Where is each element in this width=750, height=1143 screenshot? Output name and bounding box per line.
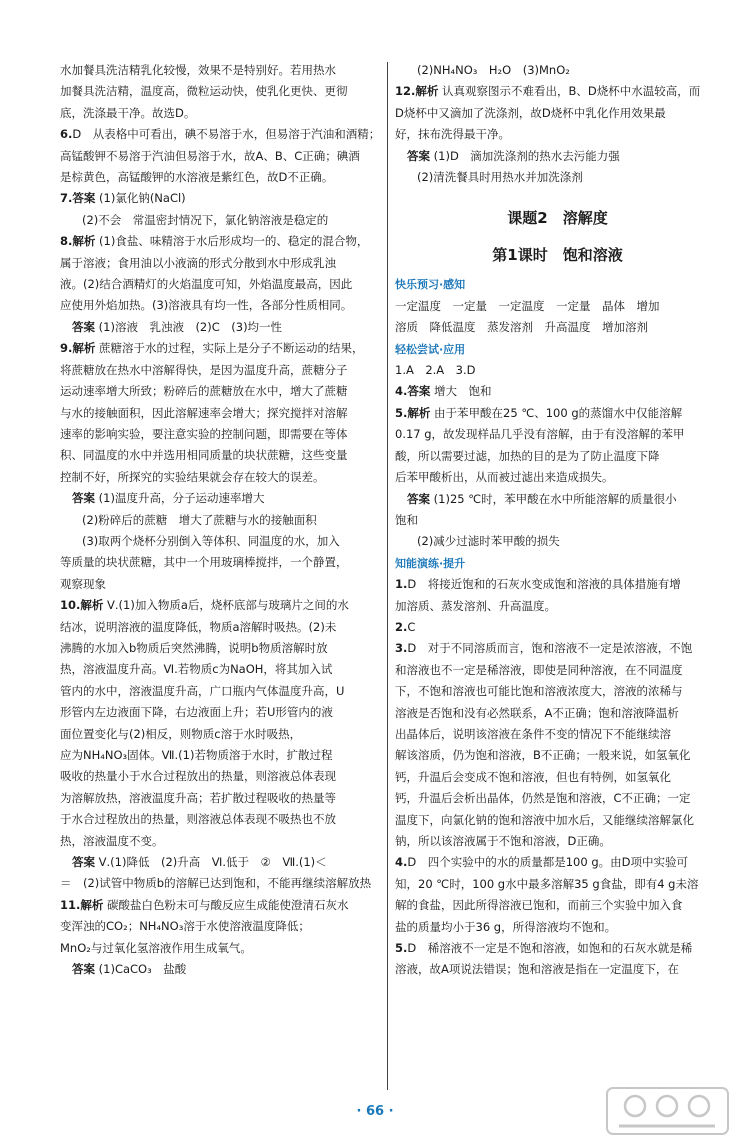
line-text: (2)粉碎后的蔗糖 增大了蔗糖与水的接触面积 bbox=[82, 512, 317, 527]
line-text: 热，溶液温度不变。 bbox=[60, 833, 164, 848]
line-text: 1.A 2.A 3.D bbox=[395, 363, 476, 378]
line-text: 为溶解放热，溶液温度升高；若扩散过程吸收的热量等 bbox=[60, 790, 336, 805]
line-text: 酸，所以需要过滤，加热的目的是为了防止温度下降 bbox=[395, 448, 660, 463]
section-practice-lines bbox=[395, 574, 720, 981]
line-text: 面位置变化与(2)相反，则物质c溶于水时吸热， bbox=[60, 726, 302, 741]
line-text: (1)溶液 乳浊液 (2)C (3)均一性 bbox=[98, 319, 283, 334]
text-line bbox=[395, 703, 720, 724]
watermark-logo bbox=[605, 1084, 730, 1138]
line-text: 钙，升温后会变成不饱和溶液，但也有特例，如氢氧化 bbox=[395, 769, 671, 784]
line-text: 钙，升温后会析出晶体，仍然是饱和溶液，C不正确；一定 bbox=[395, 791, 691, 806]
line-text: D烧杯中又滴加了洗涤剂，故D烧杯中乳化作用效果最 bbox=[395, 105, 666, 120]
line-text: 吸收的热量小于水合过程放出的热量，则溶液总体表现 bbox=[60, 769, 336, 784]
text-line bbox=[395, 467, 720, 488]
text-line bbox=[395, 852, 720, 873]
line-text: 认真观察图示不难看出，B、D烧杯中水温较高，而 bbox=[442, 84, 701, 99]
line-text: 和溶液也不一定是稀溶液，即使是同种溶液，在不同温度 bbox=[395, 662, 683, 677]
text-line bbox=[395, 745, 720, 766]
line-text: 钠，所以该溶液属于不饱和溶液，D正确。 bbox=[395, 834, 611, 848]
text-line bbox=[395, 424, 720, 445]
line-text: 蔗糖溶于水的过程，实际上是分子不断运动的结果， bbox=[99, 341, 364, 356]
text-line bbox=[395, 360, 720, 381]
answer-tag: 答案 bbox=[72, 319, 95, 334]
text-line bbox=[60, 167, 382, 188]
text-line bbox=[395, 831, 720, 852]
right-column bbox=[395, 60, 720, 981]
text-line bbox=[60, 338, 382, 359]
text-line bbox=[395, 724, 720, 745]
text-line bbox=[60, 638, 382, 659]
text-line bbox=[60, 81, 382, 102]
text-line bbox=[395, 124, 720, 145]
text-line bbox=[395, 938, 720, 959]
answer-tag: 解析 bbox=[80, 598, 104, 613]
answer-tag: 答案 bbox=[72, 855, 95, 870]
text-line bbox=[60, 253, 382, 274]
text-line bbox=[395, 146, 720, 167]
line-text: 管内的水中，溶液温度升高，广口瓶内气体温度升高，U bbox=[60, 683, 345, 698]
answer-tag: 答案 bbox=[72, 191, 96, 206]
line-text: 速率的影响实验，要注意实验的控制问题，即需要在等体 bbox=[60, 426, 348, 441]
line-text: 变浑浊的CO₂；NH₄NO₃溶于水使溶液温度降低； bbox=[60, 919, 310, 934]
text-line bbox=[395, 959, 720, 980]
text-line bbox=[60, 574, 382, 595]
line-text: 溶液是否饱和没有必然联系，A不正确；饱和溶液降温析 bbox=[395, 705, 679, 720]
text-line bbox=[60, 659, 382, 680]
line-text: (1)氯化钠(NaCl) bbox=[99, 191, 186, 206]
question-number: 5. bbox=[395, 941, 408, 956]
text-line bbox=[395, 510, 720, 531]
line-text: D 对于不同溶质而言，饱和溶液不一定是浓溶液，不饱 bbox=[407, 641, 693, 656]
text-line bbox=[60, 916, 382, 937]
answer-tag: 解析 bbox=[72, 341, 96, 356]
line-text: 高锰酸钾不易溶于汽油但易溶于水，故A、B、C正确；碘酒 bbox=[60, 148, 360, 163]
line-text: (1)食盐、味精溶于水后形成均一的、稳定的混合物， bbox=[99, 234, 369, 249]
text-line bbox=[60, 831, 382, 852]
answer-tag: 解析 bbox=[407, 405, 431, 420]
text-line bbox=[60, 809, 382, 830]
line-text: 饱和 bbox=[395, 512, 418, 527]
line-text: 增大 饱和 bbox=[434, 384, 492, 399]
line-text: (1)CaCO₃ 盐酸 bbox=[98, 962, 187, 977]
text-line bbox=[60, 381, 382, 402]
question-number: 4. bbox=[395, 855, 408, 870]
line-text: C bbox=[407, 619, 416, 634]
text-line bbox=[60, 424, 382, 445]
text-line bbox=[60, 617, 382, 638]
line-text: MnO₂与过氧化氢溶液作用生成氧气。 bbox=[60, 940, 252, 955]
question-number: 11. bbox=[60, 897, 81, 912]
line-text: 碳酸盐白色粉末可与酸反应生成能使澄清石灰水 bbox=[107, 897, 349, 912]
text-line bbox=[395, 60, 720, 81]
line-text: 将蔗糖放在热水中溶解得快，是因为温度升高，蔗糖分子 bbox=[60, 362, 348, 377]
line-text: 一定温度 一定量 一定温度 一定量 晶体 增加 bbox=[395, 298, 660, 313]
line-text: 观察现象 bbox=[60, 576, 106, 591]
section-try-lines bbox=[395, 360, 720, 553]
text-line bbox=[60, 766, 382, 787]
text-line bbox=[60, 681, 382, 702]
text-line bbox=[395, 103, 720, 124]
section-preview-lines bbox=[395, 296, 720, 339]
text-line bbox=[60, 317, 382, 338]
text-line bbox=[395, 446, 720, 467]
line-text: 解该溶质，仍为饱和溶液，B不正确；一般来说，如氢氧化 bbox=[395, 748, 691, 763]
line-text: (2)NH₄NO₃ H₂O (3)MnO₂ bbox=[417, 63, 570, 77]
answer-tag: 答案 bbox=[407, 148, 430, 163]
text-line bbox=[395, 617, 720, 638]
text-line bbox=[395, 895, 720, 916]
line-text: D 从表格中可看出，碘不易溶于水，但易溶于汽油和酒精； bbox=[72, 127, 381, 142]
line-text: 下，不饱和溶液也可能比饱和溶液浓度大，溶液的浓稀与 bbox=[395, 684, 683, 699]
question-number: 10. bbox=[60, 598, 81, 613]
line-text: 解的食盐，因此所得溶液已饱和，而前三个实验中加入食 bbox=[395, 898, 683, 913]
text-line bbox=[395, 660, 720, 681]
question-number: 2. bbox=[395, 619, 408, 634]
line-text: 出晶体后，说明该溶液在条件不变的情况下不能继续溶 bbox=[395, 726, 671, 741]
text-line bbox=[60, 724, 382, 745]
lesson-title: 课题2 溶解度 bbox=[507, 209, 608, 228]
text-line bbox=[60, 552, 382, 573]
text-line bbox=[60, 852, 382, 873]
text-line bbox=[60, 295, 382, 316]
answer-tag: 答案 bbox=[72, 491, 95, 506]
text-line bbox=[60, 146, 382, 167]
line-text: 加餐具洗洁精，温度高，微粒运动快，使乳化更快、更彻 bbox=[60, 84, 348, 99]
line-text: 形管内左边液面下降，右边液面上升；若U形管内的液 bbox=[60, 705, 333, 720]
line-text: D 稀溶液不一定是不饱和溶液，如饱和的石灰水就是稀 bbox=[407, 941, 693, 956]
line-text: 0.17 g，故发现样品几乎没有溶解，由于有没溶解的苯甲 bbox=[395, 427, 685, 442]
text-line bbox=[60, 788, 382, 809]
line-text: 积、同温度的水中并选用相同质量的块状蔗糖，这些变量 bbox=[60, 448, 348, 463]
text-line bbox=[395, 638, 720, 659]
line-text: 液。(2)结合酒精灯的火焰温度可知，外焰温度最高，因此 bbox=[60, 277, 353, 292]
text-line bbox=[60, 959, 382, 980]
text-line bbox=[395, 681, 720, 702]
question-number: 6. bbox=[60, 127, 73, 142]
text-line bbox=[395, 167, 720, 188]
line-text: (2)不会 常温密封情况下，氯化钠溶液是稳定的 bbox=[82, 212, 329, 227]
line-text: 加溶质、蒸发溶剂、升高温度。 bbox=[395, 598, 556, 613]
text-line bbox=[395, 596, 720, 617]
text-line bbox=[395, 767, 720, 788]
line-text: 溶液，故A项说法错误；饱和溶液是指在一定温度下，在 bbox=[395, 962, 679, 977]
answer-tag: 解析 bbox=[80, 897, 104, 912]
question-number: 1. bbox=[395, 577, 408, 592]
question-number: 3. bbox=[395, 641, 408, 656]
text-line bbox=[395, 296, 720, 317]
line-text: (2)清洗餐具时用热水并加洗涤剂 bbox=[417, 170, 583, 185]
line-text: 知，20 ℃时，100 g水中最多溶解35 g食盐，即有4 g未溶 bbox=[395, 876, 699, 891]
text-line bbox=[395, 489, 720, 510]
answer-tag: 答案 bbox=[407, 384, 431, 399]
line-text: 盐的质量均小于36 g，所得溶液均不饱和。 bbox=[395, 919, 617, 934]
question-number: 4. bbox=[395, 384, 408, 399]
text-line bbox=[395, 381, 720, 402]
text-line bbox=[60, 188, 382, 209]
answer-tag: 答案 bbox=[407, 491, 430, 506]
text-line bbox=[60, 124, 382, 145]
line-text: (1)D 滴加洗涤剂的热水去污能力强 bbox=[433, 148, 620, 163]
text-line bbox=[60, 403, 382, 424]
section-label-try: 轻松尝试·应用 bbox=[395, 342, 466, 356]
text-line bbox=[60, 445, 382, 466]
question-number: 5. bbox=[395, 405, 408, 420]
text-line bbox=[60, 103, 382, 124]
line-text: 应使用外焰加热。(3)溶液具有均一性，各部分性质相同。 bbox=[60, 298, 353, 313]
question-number: 7. bbox=[60, 191, 73, 206]
line-text: D 将接近饱和的石灰水变成饱和溶液的具体措施有增 bbox=[407, 577, 681, 592]
line-text: (3)取两个烧杯分别倒入等体积、同温度的水，加入 bbox=[82, 533, 340, 548]
line-text: 控制不好，所探究的实验结果就会存在较大的误差。 bbox=[60, 469, 325, 484]
line-text: 属于溶液；食用油以小液滴的形式分散到水中形成乳浊 bbox=[60, 255, 336, 270]
text-line bbox=[395, 574, 720, 595]
line-text: 后苯甲酸析出，从而被过滤出来造成损失。 bbox=[395, 470, 614, 485]
line-text: D 四个实验中的水的质量都是100 g。由D项中实验可 bbox=[407, 855, 688, 870]
question-number: 9. bbox=[60, 341, 73, 356]
text-line bbox=[395, 917, 720, 938]
page-number: · 66 · bbox=[356, 1104, 394, 1119]
line-text: 溶质 降低温度 蒸发溶剂 升高温度 增加溶剂 bbox=[395, 320, 648, 335]
text-line bbox=[60, 873, 382, 894]
line-text: Ⅴ.(1)加入物质a后，烧杯底部与玻璃片之间的水 bbox=[107, 598, 349, 613]
line-text: (1)25 ℃时，苯甲酸在水中所能溶解的质量很小 bbox=[433, 491, 677, 506]
text-line bbox=[60, 210, 382, 231]
question-number: 12. bbox=[395, 84, 416, 99]
text-line bbox=[60, 231, 382, 252]
question-number: 8. bbox=[60, 234, 73, 249]
text-line bbox=[395, 531, 720, 552]
line-text: 热，溶液温度升高。Ⅵ.若物质c为NaOH，将其加入试 bbox=[60, 662, 333, 677]
answer-tag: 答案 bbox=[72, 962, 95, 977]
previous-answers bbox=[395, 60, 720, 188]
section-label-preview: 快乐预习·感知 bbox=[395, 278, 466, 292]
text-line bbox=[60, 488, 382, 509]
text-line bbox=[60, 595, 382, 616]
class-title: 第1课时 饱和溶液 bbox=[492, 246, 623, 265]
line-text: 与水的接触面积，因此溶解速率会增大；探究搅拌对溶解 bbox=[60, 405, 348, 420]
text-line bbox=[395, 81, 720, 102]
text-line bbox=[395, 788, 720, 809]
answer-tag: 解析 bbox=[72, 234, 96, 249]
text-line bbox=[395, 403, 720, 424]
text-line bbox=[60, 938, 382, 959]
text-line bbox=[60, 60, 382, 81]
text-line bbox=[60, 895, 382, 916]
text-line bbox=[395, 874, 720, 895]
column-divider bbox=[387, 62, 388, 1090]
line-text: 于水合过程放出的热量，则溶液总体表现不吸热也不放 bbox=[60, 812, 336, 827]
answer-tag: 解析 bbox=[415, 84, 439, 99]
line-text: 等质量的块状蔗糖，其中一个用玻璃棒搅拌，一个静置， bbox=[60, 555, 348, 570]
line-text: 沸腾的水加入b物质后突然沸腾，说明b物质溶解时放 bbox=[60, 640, 328, 655]
left-column bbox=[60, 60, 382, 980]
text-line bbox=[60, 745, 382, 766]
line-text: 好，抹布洗得最干净。 bbox=[395, 127, 510, 142]
text-line bbox=[60, 702, 382, 723]
line-text: 是棕黄色，高锰酸钾的水溶液是紫红色，故D不正确。 bbox=[60, 170, 334, 185]
line-text: 由于苯甲酸在25 ℃、100 g的蒸馏水中仅能溶解 bbox=[434, 405, 683, 420]
section-label-practice: 知能演练·提升 bbox=[395, 556, 466, 570]
text-line bbox=[395, 317, 720, 338]
text-line bbox=[60, 510, 382, 531]
line-text: (1)温度升高，分子运动速率增大 bbox=[98, 491, 265, 506]
text-line bbox=[395, 810, 720, 831]
line-text: 应为NH₄NO₃固体。Ⅶ.(1)若物质溶于水时，扩散过程 bbox=[60, 748, 333, 762]
line-text: 结冰，说明溶液的温度降低，物质a溶解时吸热。(2)未 bbox=[60, 619, 337, 634]
text-line bbox=[60, 274, 382, 295]
line-text: (2)减少过滤时苯甲酸的损失 bbox=[417, 534, 560, 549]
line-text: 温度下，向氯化钠的饱和溶液中加水后，又能继续溶解氯化 bbox=[395, 812, 694, 827]
text-line bbox=[60, 360, 382, 381]
text-line bbox=[60, 467, 382, 488]
line-text: 水加餐具洗洁精乳化较慢，效果不是特别好。若用热水 bbox=[60, 63, 336, 77]
line-text: 底，洗涤最干净。故选D。 bbox=[60, 105, 196, 120]
line-text: 运动速率增大所致；粉碎后的蔗糖放在水中，增大了蔗糖 bbox=[60, 384, 348, 399]
text-line bbox=[60, 531, 382, 552]
line-text: Ⅴ.(1)降低 (2)升高 Ⅵ.低于 ② Ⅶ.(1)＜ bbox=[98, 855, 327, 870]
line-text: ＝ (2)试管中物质b的溶解已达到饱和，不能再继续溶解放热 bbox=[60, 876, 372, 891]
